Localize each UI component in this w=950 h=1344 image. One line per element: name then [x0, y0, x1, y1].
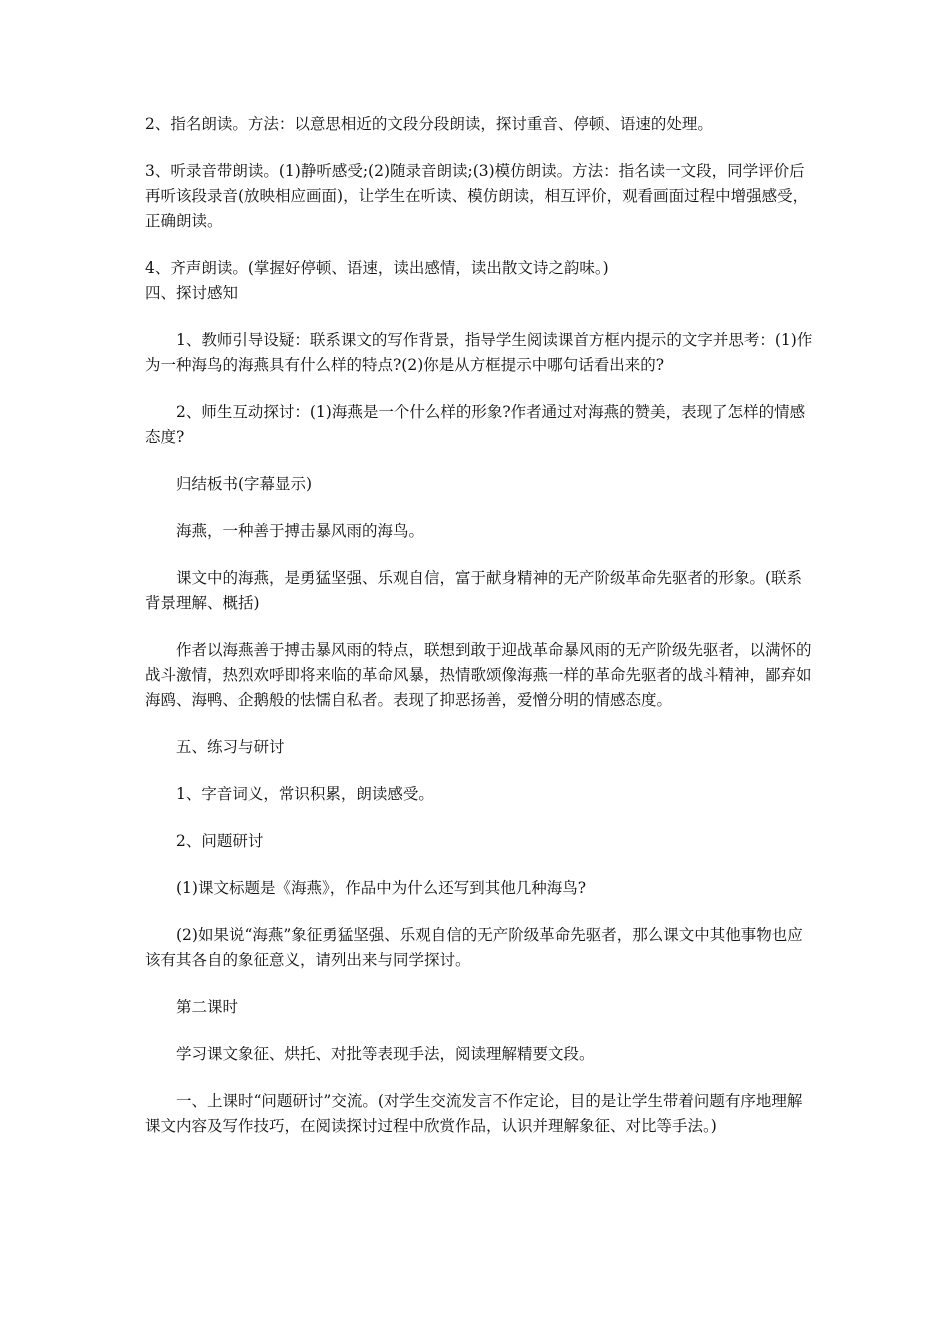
- paragraph: 海燕，一种善于搏击暴风雨的海鸟。: [176, 522, 425, 540]
- paragraph: 2、师生互动探讨：(1)海燕是一个什么样的形象?作者通过对海燕的赞美，表现了怎样的情感态度?: [145, 403, 806, 446]
- paragraph: 2、问题研讨: [176, 832, 264, 850]
- paragraph: 归结板书(字幕显示): [176, 475, 313, 493]
- paragraph: 课文中的海燕，是勇猛坚强、乐观自信，富于献身精神的无产阶级革命先驱者的形象。(联系背景理解、概括): [145, 569, 803, 612]
- section-heading: 五、练习与研讨: [176, 738, 285, 756]
- paragraph: (2)如果说“海燕”象征勇猛坚强、乐观自信的无产阶级革命先驱者，那么课文中其他事物也应该有其各自的象征意义，请列出来与同学探讨。: [145, 926, 803, 969]
- paragraph: (1)课文标题是《海燕》，作品中为什么还写到其他几种海鸟?: [176, 879, 587, 897]
- paragraph: 一、上课时“问题研讨”交流。(对学生交流发言不作定论，目的是让学生带着问题有序地理解课文内容及写作技巧，在阅读探讨过程中欣赏作品，认识并理解象征、对比等手法。): [145, 1092, 803, 1135]
- paragraph: 2、指名朗读。方法：以意思相近的文段分段朗读，探讨重音、停顿、语速的处理。: [145, 115, 713, 133]
- paragraph: 1、教师引导设疑：联系课文的写作背景，指导学生阅读课首方框内提示的文字并思考：(1)作为一种海鸟的海燕具有什么样的特点?(2)你是从方框提示中哪句话看出来的?: [145, 331, 813, 374]
- paragraph: 作者以海燕善于搏击暴风雨的特点，联想到敢于迎战革命暴风雨的无产阶级先驱者，以满怀的战斗激情，热烈欢呼即将来临的革命风暴，热情歌颂像海燕一样的革命先驱者的战斗精神，鄙弃如海鸥、海鸭、企鹅般的怯懦自私者。表现了抑恶扬善，爱憎分明的情感态度。: [145, 641, 812, 709]
- section-heading: 四、探讨感知: [145, 284, 239, 302]
- paragraph: 学习课文象征、烘托、对批等表现手法，阅读理解精要文段。: [176, 1045, 595, 1063]
- section-heading: 第二课时: [176, 998, 239, 1016]
- paragraph: 4、齐声朗读。(掌握好停顿、语速，读出感情，读出散文诗之韵味。): [145, 259, 609, 277]
- paragraph: 3、听录音带朗读。(1)静听感受;(2)随录音朗读;(3)模仿朗读。方法：指名读一文段，同学评价后再听该段录音(放映相应画面)，让学生在听读、模仿朗读，相互评价，观看画面过程中增强感受，正确朗读。: [145, 162, 809, 230]
- document-body: [145, 112, 813, 1139]
- paragraph: 1、字音词义，常识积累，朗读感受。: [176, 785, 434, 803]
